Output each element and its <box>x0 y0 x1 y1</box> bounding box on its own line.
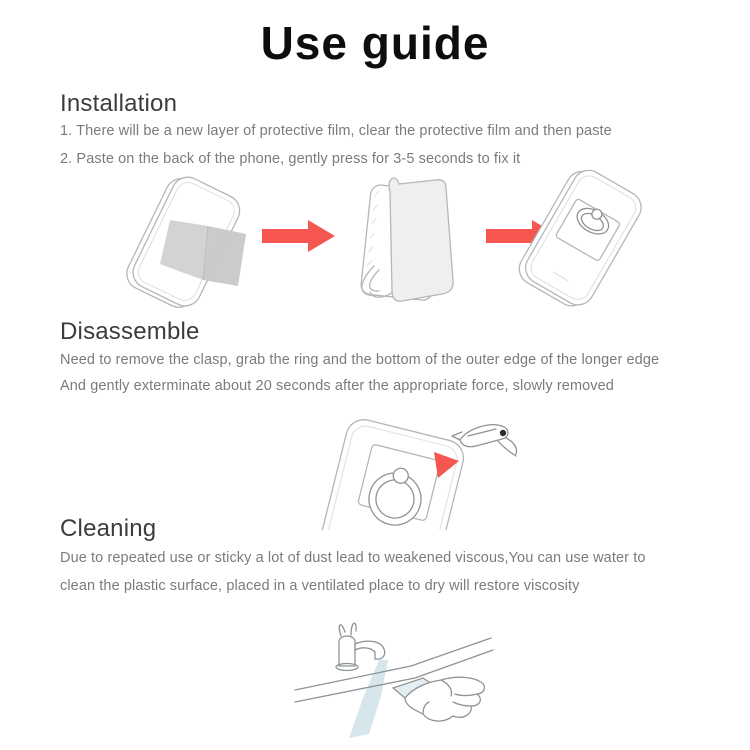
arrow-right-icon <box>262 218 336 254</box>
section-cleaning-heading: Cleaning <box>60 515 157 542</box>
rinse-under-faucet-icon <box>293 610 498 748</box>
pull-ring-holder-off-phone-icon <box>310 406 528 530</box>
disassemble-line-2: And gently exterminate about 20 seconds after the appropriate force, slowly removed <box>60 378 614 394</box>
installation-step-1: 1. There will be a new layer of protective film, clear the protective film and then paste <box>60 123 612 139</box>
cleaning-line-1: Due to repeated use or sticky a lot of dust lead to weakened viscous,You can use water to <box>60 550 646 566</box>
section-disassemble-heading: Disassemble <box>60 318 200 345</box>
cleaning-line-2: clean the plastic surface, placed in a ventilated place to dry will restore viscosity <box>60 578 580 594</box>
disassemble-line-1: Need to remove the clasp, grab the ring and the bottom of the outer edge of the longer edge <box>60 352 660 368</box>
phone-with-film-icon <box>108 176 263 308</box>
phone-peeling-film-icon <box>340 170 472 310</box>
phone-with-ring-icon <box>506 166 658 314</box>
installation-step-2: 2. Paste on the back of the phone, gently press for 3-5 seconds to fix it <box>60 151 521 167</box>
section-installation-heading: Installation <box>60 90 178 117</box>
page-title: Use guide <box>260 17 490 69</box>
